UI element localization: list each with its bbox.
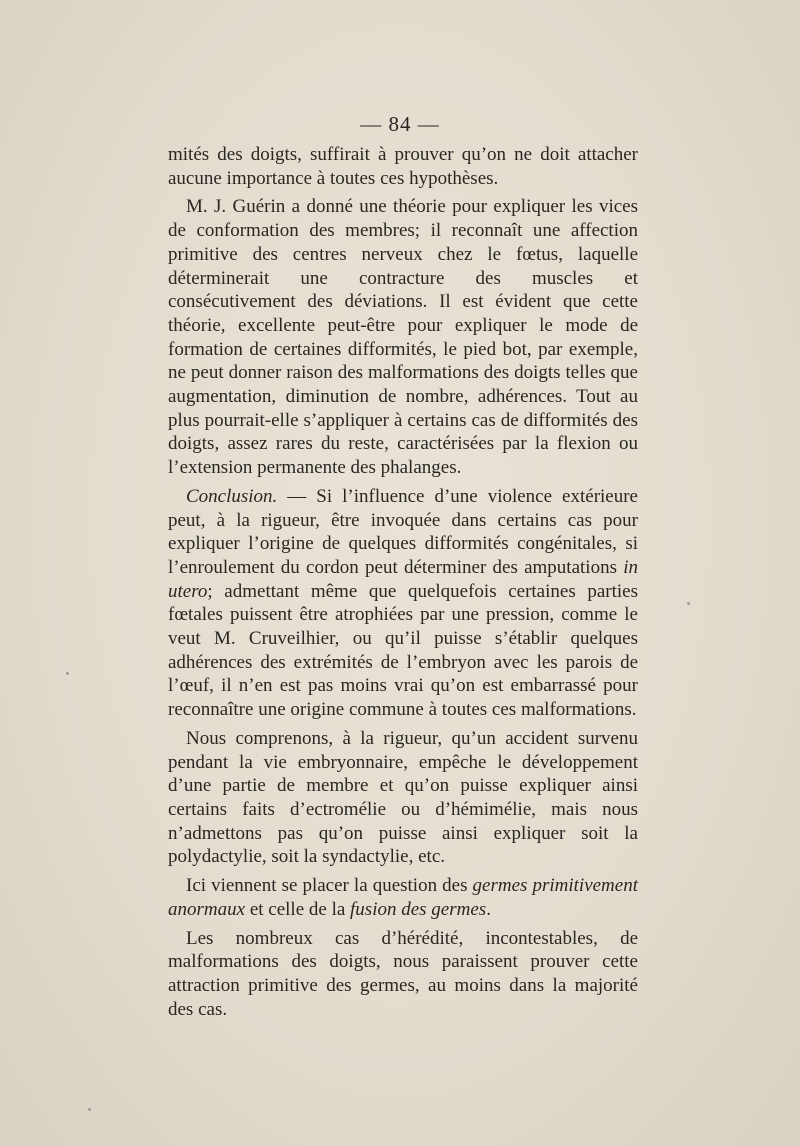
conclusion-italic-in-utero: in utero (168, 556, 638, 602)
paragraph-heredity: Les nombreux cas d’hérédité, incontestables, de malformations des doigts, nous paraissent prouver cette attraction primitive des germes, au moins dans la majorité des cas. (168, 927, 638, 1020)
germ-italic-1: germes primitivement anormaux (168, 875, 638, 920)
paragraph-conclusion (168, 485, 638, 722)
germ-text-1: Ici viennent se placer la question des (186, 875, 473, 897)
page-number: — 84 — (360, 112, 440, 136)
conclusion-text-2: ; admettant même que quelquefois certaines parties fœtales puissent être atrophiées par une pression, comme le veut M. Cruveilhier, ou qu’il puisse s’établir quelques adhérences des extrémités de l’embryon avec les parois de l’œuf, il n’en est pas moins vrai qu’on est embarrassé pour reconnaître une origine commune à toutes ces malformations. (168, 580, 638, 721)
germ-italic-2: fusion des germes (350, 898, 487, 920)
paper-speck (88, 1108, 91, 1111)
paragraph-continuation: mités des doigts, suffirait à prouver qu’on ne doit attacher aucune importance à toutes ces hypothèses. (168, 144, 638, 189)
body-text (168, 143, 638, 1026)
germ-text-3: . (486, 898, 491, 920)
paper-speck (687, 602, 690, 605)
conclusion-heading: Conclusion. (186, 485, 278, 507)
germ-text-2: et celle de la (245, 898, 351, 920)
paragraph-embryonic-accident: Nous comprenons, à la rigueur, qu’un accident survenu pendant la vie embryonnaire, empêche le développement d’une partie de membre et qu’on puisse expliquer ainsi certains faits d’ectromélie ou d’hémimélie, mais nous n’admettons pas qu’on puisse ainsi expliquer soit la polydactylie, soit la syndactylie, etc. (168, 727, 638, 868)
paper-speck (66, 672, 69, 675)
paragraph-guerin-theory: M. J. Guérin a donné une théorie pour expliquer les vices de conformation des membres; il reconnaît une affection primitive des centres nerveux chez le fœtus, laquelle déterminerait une contracture des muscles et consécutivement des déviations. Il est évident que cette théorie, excellente peut-être pour expliquer le mode de formation de certaines difformités, le pied bot, par exemple, ne peut donner raison des malformations des doigts telles que augmentation, diminution de nombre, adhérences. Tout au plus pourrait-elle s’appliquer à certains cas de difformités des doigts, assez rares du reste, caractérisées par la flexion ou l’extension permanente des phalanges. (168, 196, 638, 479)
conclusion-text-1: — Si l’influence d’une violence extérieure peut, à la rigueur, être invoquée dans certains cas pour expliquer l’origine de quelques difformités congénitales, si l’enroulement du cordon peut déterminer des amputations (168, 485, 638, 578)
paragraph-germ-question (168, 874, 638, 921)
